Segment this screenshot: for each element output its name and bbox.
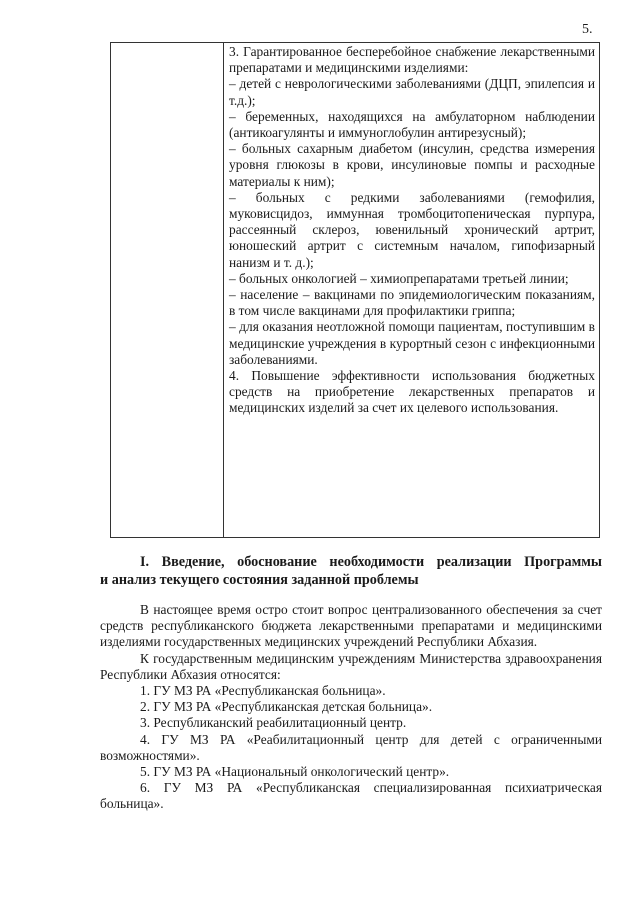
list-item: 1. ГУ МЗ РА «Республиканская больница».: [140, 683, 386, 699]
table-paragraph: – для оказания неотложной помощи пациентам, поступившим в медицинские учреждения в курортный сезон с инфекционными заболеваниями.: [229, 319, 595, 367]
table-left-cell: [111, 43, 224, 538]
body-paragraph: В настоящее время остро стоит вопрос централизованного обеспечения за счет средств республиканского бюджета лекарственными препаратами и медицинскими изделиями государственных медицинских учреждений Республики Абхазия.: [100, 602, 602, 650]
table-paragraph: 4. Повышение эффективности использования бюджетных средств на приобретение лекарственных препаратов и медицинских изделий за счет их целевого использования.: [229, 368, 595, 416]
section-heading-line: I. Введение, обоснование необходимости реализации Программы: [140, 554, 602, 570]
page-number: 5.: [582, 22, 593, 37]
table-right-cell: [224, 43, 600, 538]
program-table: [110, 42, 600, 538]
list-item: 6. ГУ МЗ РА «Республиканская специализированная психиатрическая больница».: [100, 780, 602, 812]
table-paragraph: 3. Гарантированное бесперебойное снабжение лекарственными препаратами и медицинскими изделиями:: [229, 44, 595, 76]
list-item: 2. ГУ МЗ РА «Республиканская детская больница».: [140, 699, 433, 715]
list-item: 3. Республиканский реабилитационный центр.: [140, 715, 407, 731]
body-paragraph: К государственным медицинским учреждениям Министерства здравоохранения Республики Абхазия относятся:: [100, 650, 602, 682]
table-paragraph: – беременных, находящихся на амбулаторном наблюдении (антикоагулянты и иммуноглобулин антирезусный);: [229, 108, 595, 141]
table-paragraph: – детей с неврологическими заболеваниями (ДЦП, эпилепсия и т.д.);: [229, 76, 595, 108]
section-heading: [100, 554, 602, 589]
table-paragraph: – население – вакцинами по эпидемиологическим показаниям, в том числе вакцинами для профилактики гриппа;: [229, 287, 595, 319]
list-item: 5. ГУ МЗ РА «Национальный онкологический центр».: [140, 764, 450, 780]
table-paragraph: – больных с редкими заболеваниями (гемофилия, муковисцидоз, иммунная тромбоцитопеническая пурпура, рассеянный склероз, ювенильный хронический артрит, юношеский артрит с системным началом, гипофизарный нанизм и т. д.);: [229, 189, 595, 270]
section-heading-line: и анализ текущего состояния заданной проблемы: [100, 571, 419, 588]
list-item: 4. ГУ МЗ РА «Реабилитационный центр для детей с ограниченными возможностями».: [100, 731, 602, 763]
table-paragraph: – больных сахарным диабетом (инсулин, средства измерения уровня глюкозы в крови, инсулиновые помпы и расходные материалы к ним);: [229, 141, 595, 189]
table-paragraph: – больных онкологией – химиопрепаратами третьей линии;: [229, 270, 569, 286]
section-body: [100, 602, 602, 813]
